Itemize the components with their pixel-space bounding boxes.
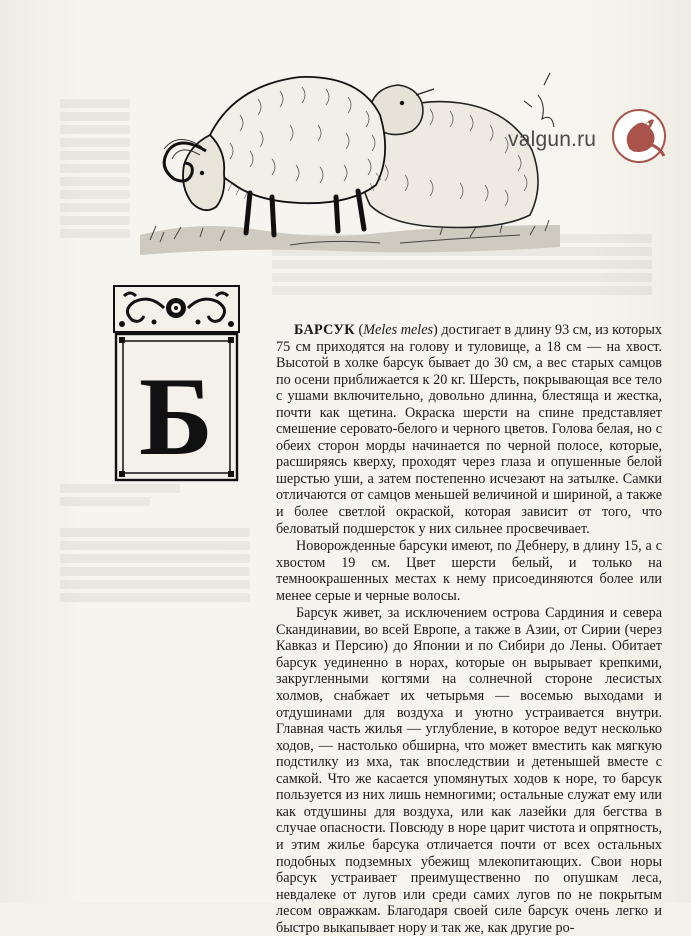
drop-cap-frame [110,284,243,484]
lead-word: БАРСУК [294,322,355,338]
drop-cap-letter: Б [138,355,214,479]
bleed-through-left-bottom [60,480,250,606]
watermark-text: valgun.ru [508,128,597,151]
article-body [276,322,662,936]
bleed-through-left-top [60,95,130,242]
paragraph-1 [276,322,662,537]
paragraph-3: Барсук живет, за исключением острова Сардиния и севера Скандинавии, во всей Европе, а также в Азии, от Сирии (через Кавказ и Персию) до Японии и по Сибири до Лены. Обитает барсук уединенно в норах, которые он вырывает крепкими, закругленными когтями на солнечной стороне лесистых холмов, снабжает их четырьмя — восемью выходами и отдушинами для воздуха и уютно устраивается внутри. Главная часть жилья — углубление, в которое ведут несколько ходов, — настолько обширна, что может вместить как мягкую подстилку из мха, так впоследствии и детенышей вместе с самкой. Что же касается упомянутых ходов к норе, то барсук пользуется из них лишь немногими; остальные служат ему или как отдушины для воздуха, или как лазейки для бегства в случае опасности. Повсюду в норе царит чистота и опрятность, и этим жилье барсука отличается почти от всех остальных подобных подземных убежищ млекопитающих. Свои норы барсук устраивает преимущественно по опушкам леса, невдалеке от лугов или среди самих лугов по не покрытым лесом овражкам. Благодаря своей силе барсук очень легко и быстро выкапывает нору и так же, как другие ро- [276,605,662,936]
paragraph-2: Новорожденные барсуки имеют, по Дебнеру, в длину 15, а с хвостом 19 см. Цвет шерсти белый, и только на темноокрашенных местах к нему присоединяются более или менее серые и черные волосы. [276,538,662,604]
rams-engraving [140,55,560,265]
pheasant-bird-icon [610,108,668,164]
paren-open: ( [354,322,364,338]
latin-name: Meles meles [363,322,434,338]
paragraph-1-text: ) достигает в длину 93 см, из которых 75 см приходятся на голову и туловище, а 18 см — на хвост. Высотой в холке барсук бывает до 30 см, а вес старых самцов по осени приближается к 20 кг. Шерсть, покрывающая все тело с ушами включительно, довольно длинна, блестяща и жестка, почти как щетина. Окраска шерсти на спине представляет смешение серовато-белого и черного цветов. Голова белая, но с обеих сторон морды начинается по черной полосе, которые, расширяясь кверху, проходят через глаза и опушенные белой шерстью уши, а затем постепенно исчезают на затылке. Самки отличаются от самцов меньшей величиной и шириной, а также и более светлой окраской, которая зависит от того, что беловатый подшерсток у них сильнее просвечивает. [276,322,662,537]
